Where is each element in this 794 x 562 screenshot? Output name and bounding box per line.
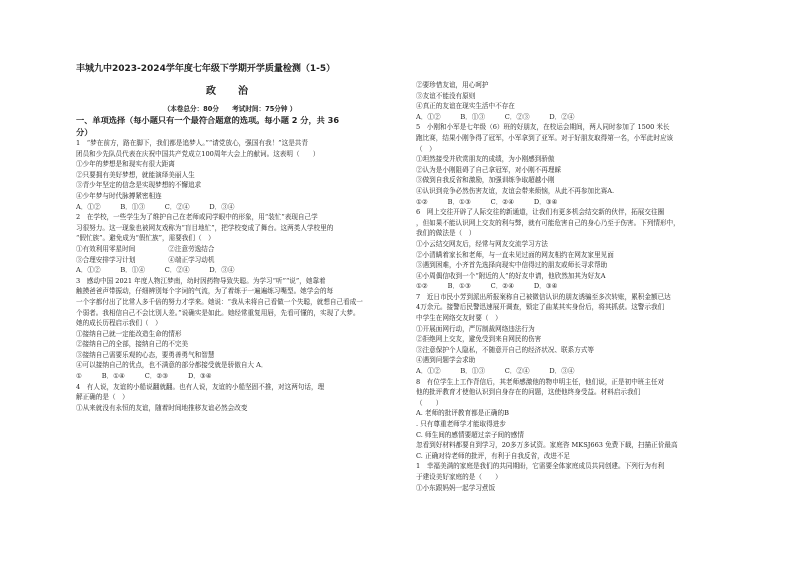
text-line: “假忙族”。避免成为“假忙族”，需要我们（ ） [76, 234, 215, 243]
text-line: 个弱者。我相信自己不会比别人差。”说确实是如此。她经常重复用唇，先看可懂的，实现了大梦。 [76, 308, 360, 317]
text-line: ③接纳自己需要乐观的心态，要勇善勇气和智慧 [76, 350, 215, 359]
text-line: ④可以接纳自己的优点，也不满意的部分都接受就是骄傲自大 A． [76, 361, 268, 370]
text-line: 8 有位学生上工作背信后，其老师感激他的物申明主任，他们说，正是初中班主任对 [416, 377, 665, 386]
text-line: 1 幸福美满的家庭是我们的共同期盼，它需要全体家庭成员共同创建。下列行为有利 [416, 462, 665, 471]
text-line: 7 近日市民小芳到派出所报案称自己被微信认识的朋友诱骗至多次转账，累积金额已达 [416, 292, 671, 301]
text-line: ④遇到问题学会求助 [416, 356, 476, 365]
section-heading-line: 一、单项选择（每小题只有一个最符合题意的选项。每小题 2 分，共 36 [76, 115, 340, 125]
text-line: 她的成长历程启示我们（ ） [76, 319, 162, 328]
right-question-block [416, 80, 722, 493]
text-line: ④少年梦与时代脉搏紧密相连 [76, 191, 162, 200]
text-line: ③做到自我反省和激励，加强训练争取超越小刚 [416, 176, 555, 185]
text-line: 触摸爸爸声带振动，仔细辨别每个字词的气流，为了着练于一遍遍练习嘴型。她学会的每 [76, 287, 334, 296]
text-line: C. 师生间的感情要超过亲子间的感情 [416, 430, 524, 439]
left-column [76, 0, 384, 413]
text-line: ③青少年坚定的信念是实现梦想的不懈追求 [76, 181, 202, 190]
text-line: . 只有尊重老师学才能取得进步 [416, 420, 506, 428]
text-line: 中学生在网络交友时要（ ） [416, 314, 502, 323]
exam-meta: （本卷总分：80分 考试时间：75分钟 ） [163, 105, 297, 113]
text-line: ① B．①④ C．②③ D．③④ [76, 372, 212, 381]
text-line: ②要珍惜友谊，用心呵护 [416, 81, 489, 89]
text-line: ①② B．①③ C．②④ D．③④ [416, 282, 558, 291]
text-line: 5 小刚和小军是七年级（6）班的好朋友，在校运会期间，两人同时参加了 1500 米长 [416, 123, 670, 132]
text-line: ②拒绝网上交友，避免受到来自网民的伤害 [416, 335, 542, 344]
text-line: ②小清瞒着家长和老师，与一直未见过面的网友相约在网友家里见面 [416, 250, 614, 259]
text-line: ④认识到竞争必然伤害友谊，友谊会带来烦恼，从此不再参加比赛A. [416, 186, 615, 195]
section-heading [76, 115, 384, 138]
text-line: ①开展面网行动，严厉制裁网络违法行为 [416, 324, 535, 333]
text-line: A．①② B．①③ C．②④ D．③④ [76, 202, 235, 211]
subject-heading: 政 治 [206, 86, 254, 97]
text-line: 一个字都付出了比常人多千倍的努力才学来。她说：“我从未将自己看做一个失聪，就想自己看成一 [76, 297, 363, 306]
exam-title: 丰城九中2023-2024学年度七年级下学期开学质量检测（1-5） [76, 64, 336, 74]
text-line: 2 在学校，一些学生为了维护自己在老师或同学眼中的形象，用“装忙”表现自己学 [76, 213, 318, 222]
text-line: 4万余元。接警后民警迅速展开调查，锁定了曲某其实身份后，将其抓获。这警示我们 [416, 303, 665, 312]
right-column [416, 0, 722, 493]
text-line: A．①② B．①③ C．②③ D．②④ [416, 112, 575, 121]
text-line: ②认为是小刚阻碍了自己拿冠军，对小刚不再理睬 [416, 165, 562, 174]
text-line: 4 有人说，友谊的小船说翻就翻。也有人说，友谊的小船坚固不推，对这两句话，理 [76, 382, 325, 391]
text-line: 跑比赛，结果小刚争得了冠军，小军拿到了亚军。对于好朋友取得第一名，小军此时应该 [416, 133, 674, 142]
text-line: 1 “梦在前方，路在脚下，我们都是追梦人。”“请党放心，强国有我！”这是共青 [76, 139, 308, 147]
text-line: ③友谊不能没有原则 [416, 91, 476, 100]
text-line: 我们的做法是（ ） [416, 229, 476, 238]
text-line: ①接纳自己就一定能改造生命的情形 [76, 329, 182, 338]
text-line: 忽看到好材料都要自到学习，20多万多试资。家庭咨 MKSJ663 免费下载，扫描正价最高 [416, 441, 678, 450]
text-line: A．①② B．①④ C．②④ D．③④ [76, 266, 235, 275]
text-line: ②只要拥有美好梦想，就能演绎美丽人生 [76, 170, 195, 179]
text-line: ，但如果不能认识网上交友的利与弊，就有可能危害自己的身心乃至于伤害。下列情形中， [416, 218, 680, 227]
text-line: 3 感动中国 2021 年度人物江梦南，幼时因药物导致失聪。为学习“听”“说”，她靠着 [76, 276, 326, 285]
text-line: ①从来就没有永恒的友谊，随着时间地推移友谊必然会改变 [76, 403, 248, 412]
left-question-block [76, 138, 384, 413]
text-line: ①有效利用零星时间 ②注意劳逸结合 [76, 244, 215, 253]
text-line: ③合理安排学习计划 ④端正学习动机 [76, 255, 215, 264]
text-line: ①坦然接受并欣赏朋友的成绩，为小刚感到骄傲 [416, 155, 555, 164]
text-line: A. 老师的批评教育都是正确的B [416, 409, 509, 418]
text-line: 6 网上交往开辟了人际交往的新通道，让我们有更多机会结交新的伙伴，拓展交往圈 [416, 208, 665, 217]
text-line: ①② B．①③ C．②④ D．③④ [416, 197, 558, 206]
text-line: ①少年的梦想是和现实有很大距离 [76, 160, 175, 169]
text-line: （ ） [416, 398, 443, 407]
text-line: 解正确的是（ ） [76, 393, 129, 402]
text-line: ④真正的友谊在现实生活中不存在 [416, 102, 515, 111]
text-line: ①小东跟妈妈一起学习煮饭 [416, 483, 496, 492]
text-line: ③注意保护个人隐私，不随意开自己的经济状况、联系方式等 [416, 345, 595, 354]
text-line: ③遇到困难，小齐首先选择向现实中信得过的朋友或师长寻求帮助 [416, 261, 608, 270]
text-line: （ ） [416, 144, 436, 153]
text-line: C. 正确对待老师的批评，有利于自我反省，改进不足 [416, 451, 571, 460]
text-line: 他的批评教育才使他认识到自身存在的问题，这使他终身受益。材料启示我们 [416, 388, 641, 397]
text-line: ①小云结交网友后，经常与网友交流学习方法 [416, 239, 548, 248]
text-line: ②接纳自己的全部，接纳自己的不完美 [76, 340, 189, 349]
section-heading-line: 分） [76, 126, 93, 137]
text-line: 习很努力。这一现象也被网友戏称为“盲目地忙”，把学校变成了舞台。这两类人学校里的 [76, 223, 334, 232]
text-line: 团员和少先队员代表在庆祝中国共产党成立100周年大会上的献词。这表明（ ） [76, 149, 320, 158]
text-line: 于建设美好家庭的是（ ） [416, 472, 502, 481]
text-line: ④小周偶信收到一个“附近的人”的好友申请，他欣然加其为好友A [416, 271, 606, 280]
text-line: A．①② B．①③ C．②④ D．③④ [416, 367, 575, 376]
